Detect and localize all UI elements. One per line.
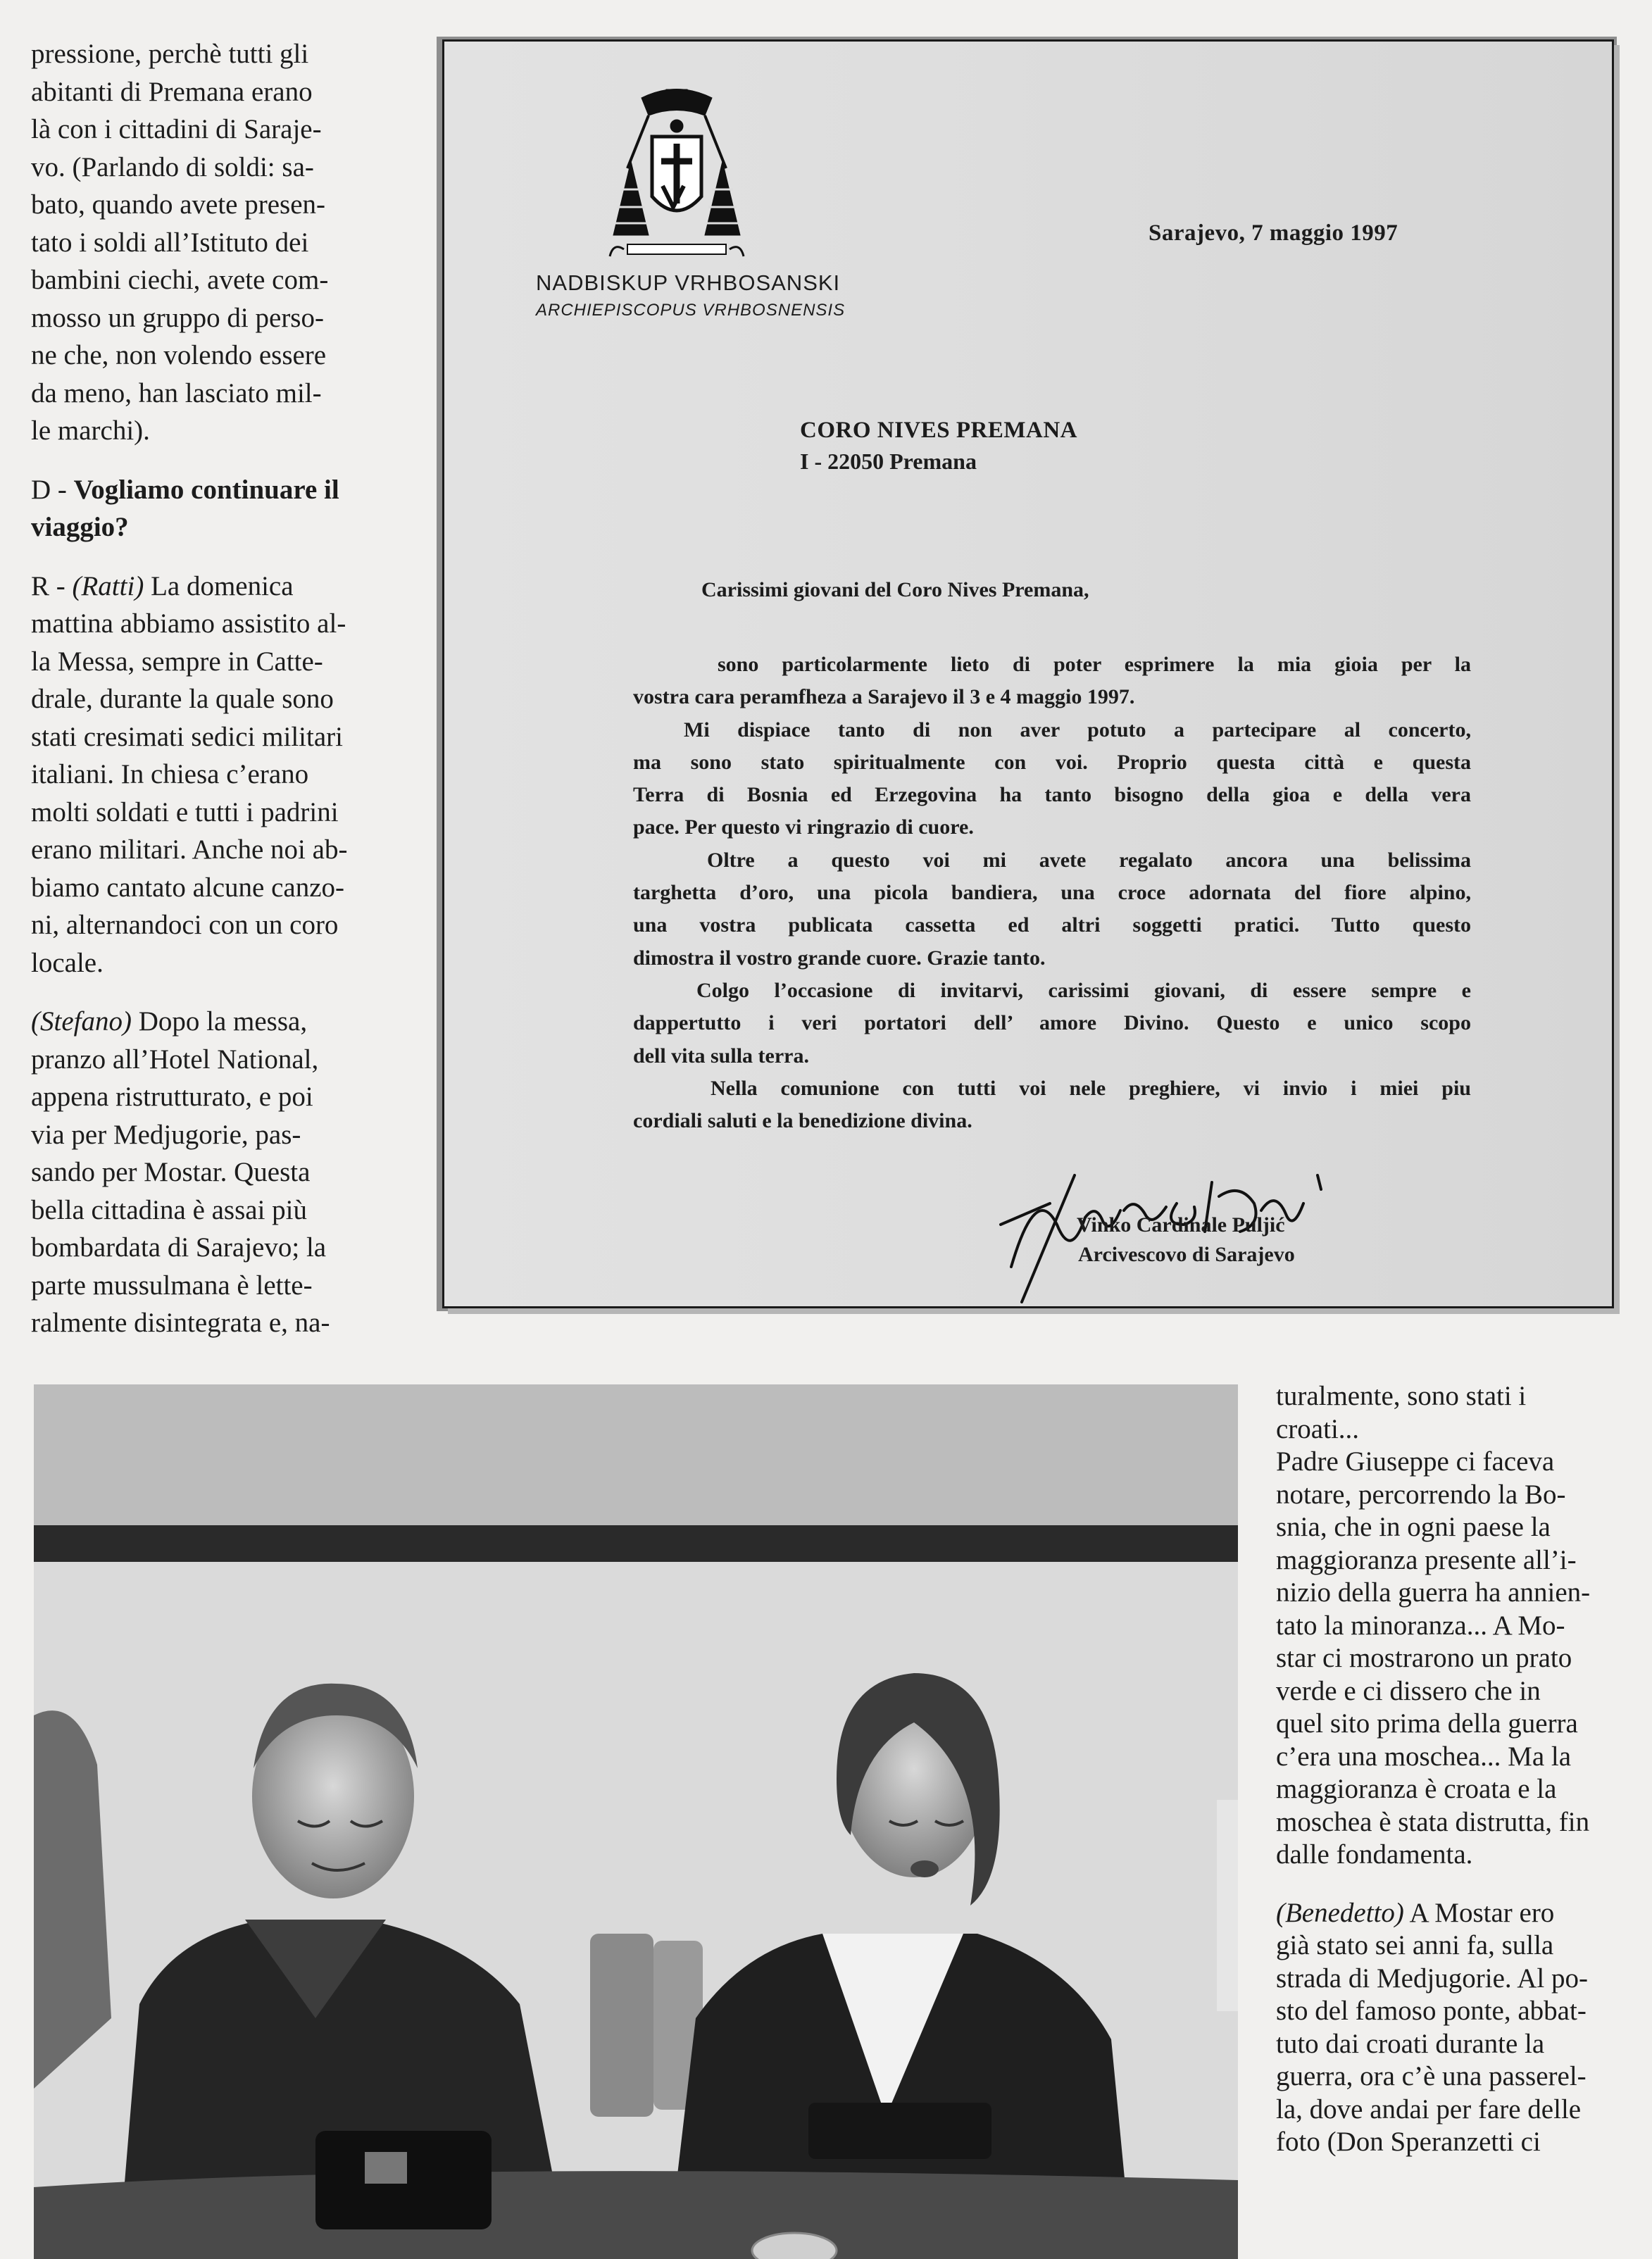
text-line: tato i soldi all’Istituto dei	[31, 227, 309, 258]
text-line: molti soldati e tutti i padrini	[31, 796, 339, 827]
letter-salutation: Carissimi giovani del Coro Nives Premana,	[701, 578, 1089, 601]
text-line: notare, percorrendo la Bo-	[1276, 1479, 1566, 1510]
letter-line: Nella comunione con tutti voi nele preghiere, vi invio i miei piu	[711, 1076, 1471, 1100]
speaker-name: (Benedetto)	[1276, 1897, 1404, 1928]
letter-line: Terra di Bosnia ed Erzegovina ha tanto bisogno della gioa e della vera	[633, 783, 1471, 807]
text-line: bella cittadina è assai più	[31, 1194, 308, 1225]
text-line: snia, che in ogni paese la	[1276, 1512, 1551, 1542]
text-line: ne che, non volendo essere	[31, 340, 327, 370]
letter-line: targhetta d’oro, una picola bandiera, una croce adornata del fiore alpino,	[633, 881, 1471, 905]
text-line: parte mussulmana è lette-	[31, 1270, 313, 1301]
text-line: tuto dai croati durante la	[1276, 2028, 1545, 2059]
text-line: le marchi).	[31, 415, 150, 446]
text-line: maggioranza presente all’i-	[1276, 1544, 1577, 1575]
text-line: vo. (Parlando di soldi: sa-	[31, 151, 314, 182]
text-line: stati cresimati sedici militari	[31, 721, 343, 752]
answer-prefix: R -	[31, 570, 73, 601]
text-line: dalle fondamenta.	[1276, 1839, 1473, 1870]
recipient-address: I - 22050 Premana	[800, 449, 977, 474]
speaker-name: (Stefano)	[31, 1006, 132, 1037]
text-line: nizio della guerra ha annien-	[1276, 1577, 1591, 1608]
text-line: sto del famoso ponte, abbat-	[1276, 1996, 1587, 2026]
text-line: già stato sei anni fa, sulla	[1276, 1930, 1554, 1960]
answer-ratti	[31, 568, 397, 982]
answer-first-line	[1276, 1897, 1649, 1930]
letter-line: una vostra publicata cassetta ed altri soggetti pratici. Tutto questo	[633, 913, 1471, 937]
letter-line: Oltre a questo voi mi avete regalato ancora una belissima	[707, 848, 1471, 872]
question-text: Vogliamo continuare il	[73, 474, 339, 505]
text-line: turalmente, sono stati i	[1276, 1381, 1527, 1411]
text-line: biamo cantato alcune canzo-	[31, 872, 345, 903]
left-paragraph-1	[31, 35, 397, 450]
letter-body	[633, 649, 1471, 1137]
letter-date: Sarajevo, 7 maggio 1997	[1149, 220, 1398, 246]
text-line: croati...	[1276, 1413, 1360, 1444]
letter-line: ma sono stato spiritualmente con voi. Proprio questa città e questa	[633, 750, 1471, 774]
recipient-name: CORO NIVES PREMANA	[800, 418, 1078, 443]
question-line	[31, 471, 397, 509]
text-line: appena ristrutturato, e poi	[31, 1082, 313, 1112]
text-line: bombardata di Sarajevo; la	[31, 1232, 327, 1263]
letterhead-sender-latin: ARCHIEPISCOPUS VRHBOSNENSIS	[536, 301, 846, 320]
text-line: mattina abbiamo assistito al-	[31, 608, 346, 639]
photo-two-people-at-table	[34, 1384, 1238, 2259]
text-line: abitanti di Premana erano	[31, 76, 313, 107]
text-line: bambini ciechi, avete com-	[31, 265, 329, 295]
text-line: ni, alternandoci con un coro	[31, 910, 339, 940]
text-line: guerra, ora c’è una passerel-	[1276, 2061, 1587, 2091]
text-line: Padre Giuseppe ci faceva	[1276, 1446, 1555, 1477]
answer-first-line	[31, 1003, 397, 1041]
letter-line: sono particolarmente lieto di poter esprimere la mia gioia per la	[718, 653, 1471, 676]
letterhead-sender: NADBISKUP VRHBOSANSKI	[536, 270, 841, 295]
text-line: locale.	[31, 947, 104, 978]
text-line: moschea è stata distrutta, fin	[1276, 1806, 1590, 1837]
answer-stefano	[31, 1003, 397, 1342]
text-line: mosso un gruppo di perso-	[31, 302, 324, 333]
text-line: tato la minoranza... A Mo-	[1276, 1610, 1565, 1641]
text-line: da meno, han lasciato mil-	[31, 377, 322, 408]
archbishop-coat-of-arms-icon	[599, 84, 754, 274]
letter-line: pace. Per questo vi ringrazio di cuore.	[633, 815, 974, 839]
interview-question	[31, 471, 397, 546]
letter-line: cordiali saluti e la benedizione divina.	[633, 1109, 972, 1133]
answer-first-line	[31, 568, 397, 606]
text-line: bato, quando avete presen-	[31, 189, 325, 220]
question-prefix: D -	[31, 474, 74, 505]
answer-text: Dopo la messa,	[131, 1006, 308, 1037]
letter-line: Mi dispiace tanto di non aver potuto a partecipare al concerto,	[684, 718, 1471, 741]
text-line: c’era una moschea... Ma la	[1276, 1741, 1572, 1772]
letter-recipient	[800, 415, 1077, 477]
text-line: erano militari. Anche noi ab-	[31, 834, 348, 865]
text-line: star ci mostrarono un prato	[1276, 1643, 1572, 1673]
text-line: la, dove andai per fare delle	[1276, 2094, 1582, 2125]
left-article-column	[31, 35, 397, 1363]
text-line: la Messa, sempre in Catte-	[31, 646, 323, 677]
answer-text: La domenica	[144, 570, 294, 601]
right-article-column	[1276, 1380, 1649, 2159]
letter-signatory	[1077, 1210, 1295, 1270]
speaker-name: (Ratti)	[72, 570, 144, 601]
answer-text: A Mostar ero	[1403, 1897, 1555, 1928]
text-line: pranzo all’Hotel National,	[31, 1044, 319, 1075]
signatory-title: Arcivescovo di Sarajevo	[1078, 1243, 1295, 1266]
letter-line: dell vita sulla terra.	[633, 1044, 809, 1068]
question-text: viaggio?	[31, 512, 129, 542]
signatory-name: Vinko Cardinale Puljić	[1077, 1213, 1285, 1237]
letter-line: dappertutto i veri portatori dell’ amore Divino. Questo e unico scopo	[633, 1011, 1471, 1035]
text-line: italiani. In chiesa c’erano	[31, 759, 309, 789]
text-line: verde e ci dissero che in	[1276, 1675, 1541, 1706]
text-line: pressione, perchè tutti gli	[31, 39, 309, 69]
letter-line: vostra cara peramfheza a Sarajevo il 3 e 4 maggio 1997.	[633, 685, 1135, 709]
letter-line: dimostra il vostro grande cuore. Grazie tanto.	[633, 946, 1046, 970]
letter-line: Colgo l’occasione di invitarvi, carissimi giovani, di essere sempre e	[696, 978, 1471, 1002]
letter-document	[442, 39, 1614, 1308]
text-line: ralmente disintegrata e, na-	[31, 1308, 330, 1338]
text-line: maggioranza è croata e la	[1276, 1774, 1557, 1804]
text-line: quel sito prima della guerra	[1276, 1708, 1578, 1739]
text-line: drale, durante la quale sono	[31, 684, 334, 714]
text-line: via per Medjugorie, pas-	[31, 1119, 301, 1150]
paragraph-gap	[1276, 1872, 1649, 1897]
text-line: là con i cittadini di Saraje-	[31, 114, 322, 144]
text-line: foto (Don Speranzetti ci	[1276, 2127, 1541, 2157]
photo-image	[34, 1384, 1238, 2259]
text-line: sando per Mostar. Questa	[31, 1157, 311, 1187]
text-line: strada di Medjugorie. Al po-	[1276, 1963, 1588, 1994]
